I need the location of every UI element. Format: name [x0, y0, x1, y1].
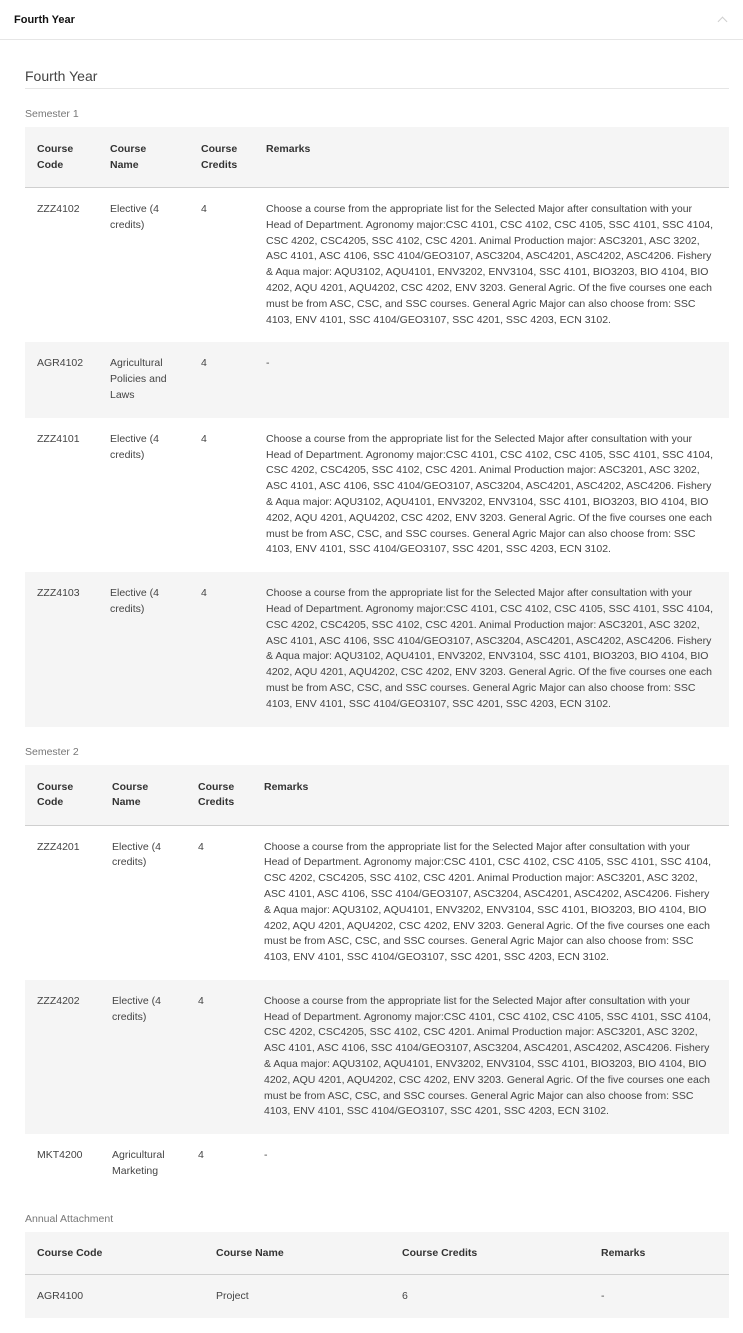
table-row: [25, 188, 729, 343]
course-name: Agricultural Policies and Laws: [98, 342, 189, 417]
semester-2-label: Semester 2: [25, 745, 79, 758]
header-course-code: Course Code: [25, 127, 98, 188]
header-course-name: Course Name: [100, 765, 186, 826]
header-course-code: Course Code: [25, 1232, 204, 1275]
accordion-title: Fourth Year: [14, 13, 75, 26]
semester-1-table: [25, 127, 729, 727]
course-code: ZZZ4101: [25, 418, 98, 572]
table-row: [25, 342, 729, 417]
table-row: [25, 825, 729, 980]
annual-attachment-label: Annual Attachment: [25, 1212, 114, 1225]
course-credits: 4: [186, 1134, 252, 1194]
course-credits: 6: [390, 1275, 589, 1318]
course-remarks: Choose a course from the appropriate list for the Selected Major after consultation with your Head of Department. Agronomy major:CSC 4101, CSC 4102, CSC 4105, SSC 4101, SSC 4104, CSC 4202, CSC4205, SSC 4102, CSC 4201. Animal Production major: ASC3201, ASC 3202, ASC 4101, ASC 4106, SSC 4104/GEO3107, ASC3204, ASC4201, ASC4202, ASC4206. Fishery & Aqua major: AQU3102, AQU4101, ENV3202, ENV3104, SSC 4101, BIO3203, BIO 4104, BIO 4202, AQU 4201, AQU4202, CSC 4202, ENV 3203. General Agric. Of the five courses one each must be from ASC, CSC, and SSC courses. General Agric Major can also choose from: SSC 4103, ENV 4101, SSC 4104/GEO3107, SSC 4201, SSC 4203, ECN 3102.: [252, 980, 729, 1134]
course-credits: 4: [186, 980, 252, 1134]
semester-2-table: [25, 765, 729, 1194]
header-course-name: Course Name: [204, 1232, 390, 1275]
chevron-up-icon[interactable]: [717, 15, 727, 25]
section-title: Fourth Year: [25, 68, 729, 89]
table-row: [25, 1275, 729, 1318]
table-header-row: [25, 127, 729, 188]
table-row: [25, 418, 729, 572]
course-name: Agricultural Marketing: [100, 1134, 186, 1194]
header-course-credits: Course Credits: [186, 765, 252, 826]
table-row: [25, 572, 729, 726]
course-remarks: -: [254, 342, 729, 417]
course-remarks: -: [252, 1134, 729, 1194]
header-course-code: Course Code: [25, 765, 100, 826]
course-code: ZZZ4103: [25, 572, 98, 726]
accordion-header[interactable]: [0, 0, 743, 40]
course-code: ZZZ4102: [25, 188, 98, 343]
course-credits: 4: [189, 572, 254, 726]
course-credits: 4: [186, 825, 252, 980]
course-credits: 4: [189, 418, 254, 572]
table-header-row: [25, 765, 729, 826]
semester-1-label: Semester 1: [25, 108, 79, 120]
table-row: [25, 1134, 729, 1194]
course-code: MKT4200: [25, 1134, 100, 1194]
course-code: ZZZ4202: [25, 980, 100, 1134]
course-remarks: -: [589, 1275, 729, 1318]
course-remarks: Choose a course from the appropriate list for the Selected Major after consultation with your Head of Department. Agronomy major:CSC 4101, CSC 4102, CSC 4105, SSC 4101, SSC 4104, CSC 4202, CSC4205, SSC 4102, CSC 4201. Animal Production major: ASC3201, ASC 3202, ASC 4101, ASC 4106, SSC 4104/GEO3107, ASC3204, ASC4201, ASC4202, ASC4206. Fishery & Aqua major: AQU3102, AQU4101, ENV3202, ENV3104, SSC 4101, BIO3203, BIO 4104, BIO 4202, AQU 4201, AQU4202, CSC 4202, ENV 3203. General Agric. Of the five courses one each must be from ASC, CSC, and SSC courses. General Agric Major can also choose from: SSC 4103, ENV 4101, SSC 4104/GEO3107, SSC 4201, SSC 4203, ECN 3102.: [252, 825, 729, 980]
course-code: AGR4102: [25, 342, 98, 417]
course-remarks: Choose a course from the appropriate list for the Selected Major after consultation with your Head of Department. Agronomy major:CSC 4101, CSC 4102, CSC 4105, SSC 4101, SSC 4104, CSC 4202, CSC4205, SSC 4102, CSC 4201. Animal Production major: ASC3201, ASC 3202, ASC 4101, ASC 4106, SSC 4104/GEO3107, ASC3204, ASC4201, ASC4202, ASC4206. Fishery & Aqua major: AQU3102, AQU4101, ENV3202, ENV3104, SSC 4101, BIO3203, BIO 4104, BIO 4202, AQU 4201, AQU4202, CSC 4202, ENV 3203. General Agric. Of the five courses one each must be from ASC, CSC, and SSC courses. General Agric Major can also choose from: SSC 4103, ENV 4101, SSC 4104/GEO3107, SSC 4201, SSC 4203, ECN 3102.: [254, 572, 729, 726]
header-course-credits: Course Credits: [390, 1232, 589, 1275]
course-name: Elective (4 credits): [98, 572, 189, 726]
table-header-row: [25, 1232, 729, 1275]
course-name: Project: [204, 1275, 390, 1318]
course-name: Elective (4 credits): [98, 188, 189, 343]
course-remarks: Choose a course from the appropriate list for the Selected Major after consultation with your Head of Department. Agronomy major:CSC 4101, CSC 4102, CSC 4105, SSC 4101, SSC 4104, CSC 4202, CSC4205, SSC 4102, CSC 4201. Animal Production major: ASC3201, ASC 3202, ASC 4101, ASC 4106, SSC 4104/GEO3107, ASC3204, ASC4201, ASC4202, ASC4206. Fishery & Aqua major: AQU3102, AQU4101, ENV3202, ENV3104, SSC 4101, BIO3203, BIO 4104, BIO 4202, AQU 4201, AQU4202, CSC 4202, ENV 3203. General Agric. Of the five courses one each must be from ASC, CSC, and SSC courses. General Agric Major can also choose from: SSC 4103, ENV 4101, SSC 4104/GEO3107, SSC 4201, SSC 4203, ECN 3102.: [254, 188, 729, 343]
accordion-content: [0, 68, 743, 1318]
course-credits: 4: [189, 188, 254, 343]
annual-attachment-table: [25, 1232, 729, 1318]
course-name: Elective (4 credits): [98, 418, 189, 572]
course-name: Elective (4 credits): [100, 980, 186, 1134]
header-course-credits: Course Credits: [189, 127, 254, 188]
course-credits: 4: [189, 342, 254, 417]
course-name: Elective (4 credits): [100, 825, 186, 980]
header-course-name: Course Name: [98, 127, 189, 188]
header-remarks: Remarks: [589, 1232, 729, 1275]
course-code: AGR4100: [25, 1275, 204, 1318]
table-row: [25, 980, 729, 1134]
course-remarks: Choose a course from the appropriate list for the Selected Major after consultation with your Head of Department. Agronomy major:CSC 4101, CSC 4102, CSC 4105, SSC 4101, SSC 4104, CSC 4202, CSC4205, SSC 4102, CSC 4201. Animal Production major: ASC3201, ASC 3202, ASC 4101, ASC 4106, SSC 4104/GEO3107, ASC3204, ASC4201, ASC4202, ASC4206. Fishery & Aqua major: AQU3102, AQU4101, ENV3202, ENV3104, SSC 4101, BIO3203, BIO 4104, BIO 4202, AQU 4201, AQU4202, CSC 4202, ENV 3203. General Agric. Of the five courses one each must be from ASC, CSC, and SSC courses. General Agric Major can also choose from: SSC 4103, ENV 4101, SSC 4104/GEO3107, SSC 4201, SSC 4203, ECN 3102.: [254, 418, 729, 572]
course-code: ZZZ4201: [25, 825, 100, 980]
header-remarks: Remarks: [254, 127, 729, 188]
header-remarks: Remarks: [252, 765, 729, 826]
